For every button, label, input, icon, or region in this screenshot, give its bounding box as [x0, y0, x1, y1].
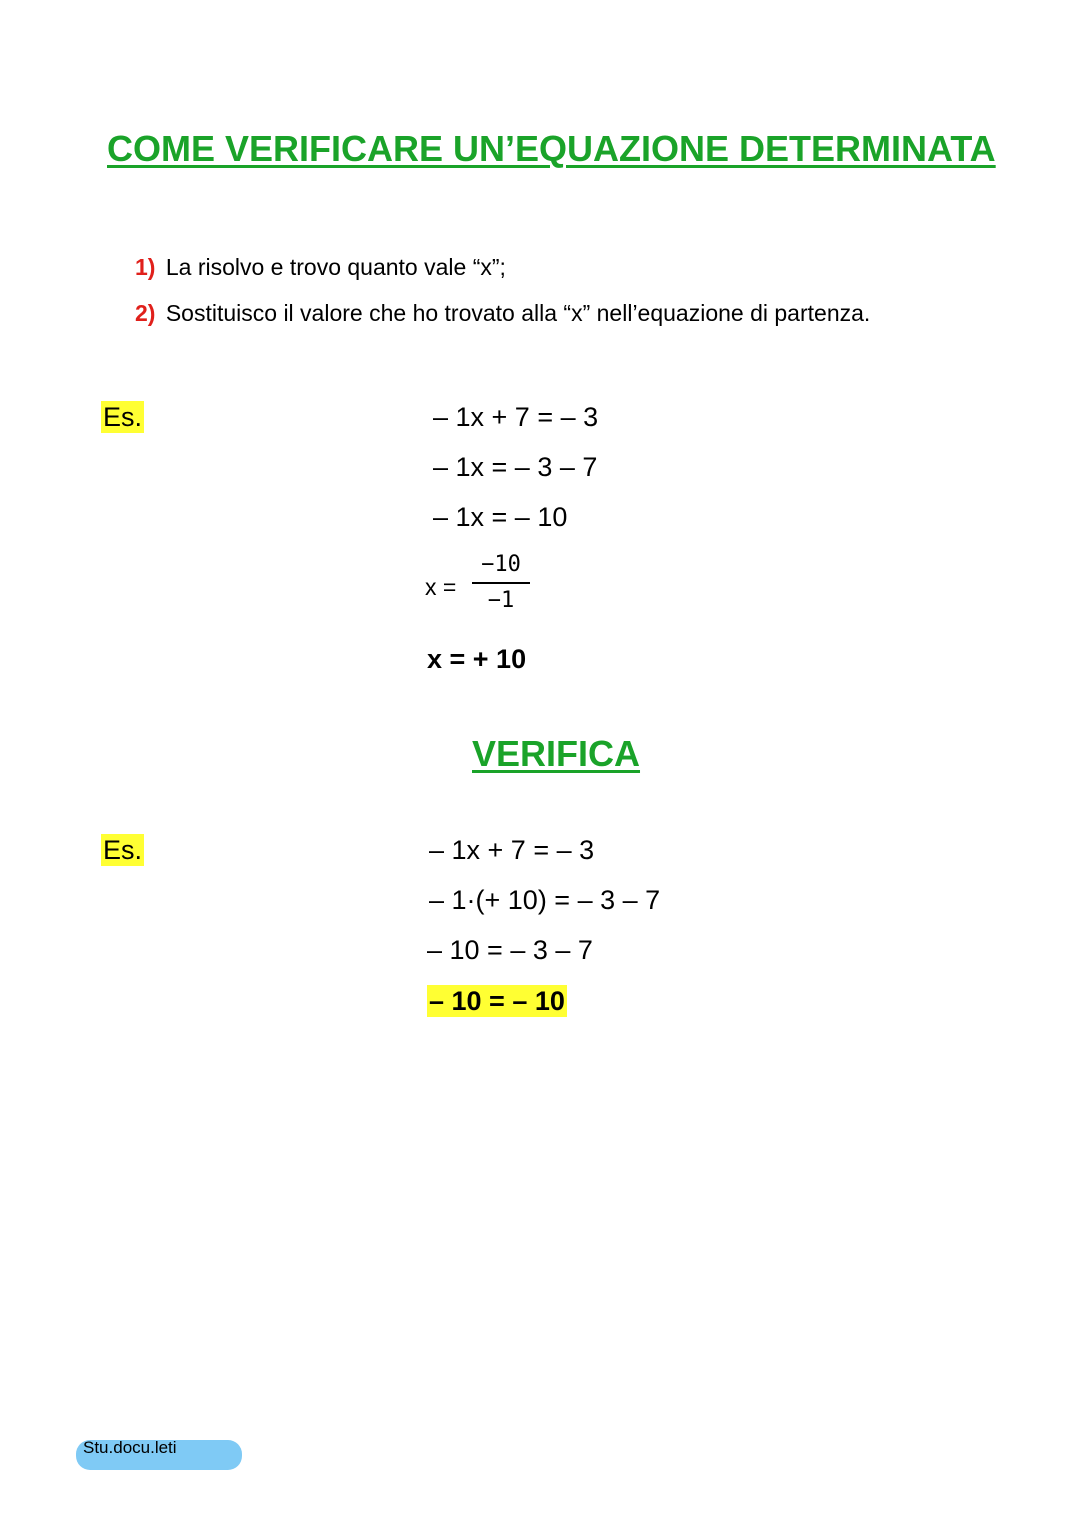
watermark — [76, 1440, 242, 1470]
step-number: 2) — [135, 300, 156, 326]
solution-line-2: – 1x = – 3 – 7 — [433, 452, 598, 482]
step-text: La risolvo e trovo quanto vale “x”; — [165, 254, 506, 280]
fraction-prefix: x = — [425, 574, 457, 600]
solution-line-1: – 1x + 7 = – 3 — [433, 402, 599, 432]
step-item — [135, 298, 870, 344]
example-label: Es. — [103, 402, 143, 432]
fraction-bar — [472, 582, 530, 584]
verifica-title: VERIFICA — [472, 733, 641, 774]
step-item — [135, 252, 870, 298]
verification-line-1: – 1x + 7 = – 3 — [429, 835, 595, 865]
fraction-numerator: −10 — [481, 552, 521, 577]
solution-result: x = + 10 — [427, 644, 527, 674]
page-title: COME VERIFICARE UN’EQUAZIONE DETERMINATA — [107, 128, 996, 169]
step-text: Sostituisco il valore che ho trovato alla “x” nell’equazione di partenza. — [165, 300, 871, 326]
fraction-denominator: −1 — [487, 588, 515, 613]
fraction — [472, 552, 530, 614]
verification-line-3: – 10 = – 3 – 7 — [427, 935, 593, 965]
watermark-text: Stu.docu.leti — [83, 1438, 177, 1457]
verification-result: – 10 = – 10 — [429, 986, 565, 1016]
steps-list — [135, 252, 870, 344]
verification-line-2: – 1·(+ 10) = – 3 – 7 — [429, 885, 661, 915]
solution-line-3: – 1x = – 10 — [433, 502, 568, 532]
step-number: 1) — [135, 254, 156, 280]
example-label: Es. — [103, 835, 143, 865]
